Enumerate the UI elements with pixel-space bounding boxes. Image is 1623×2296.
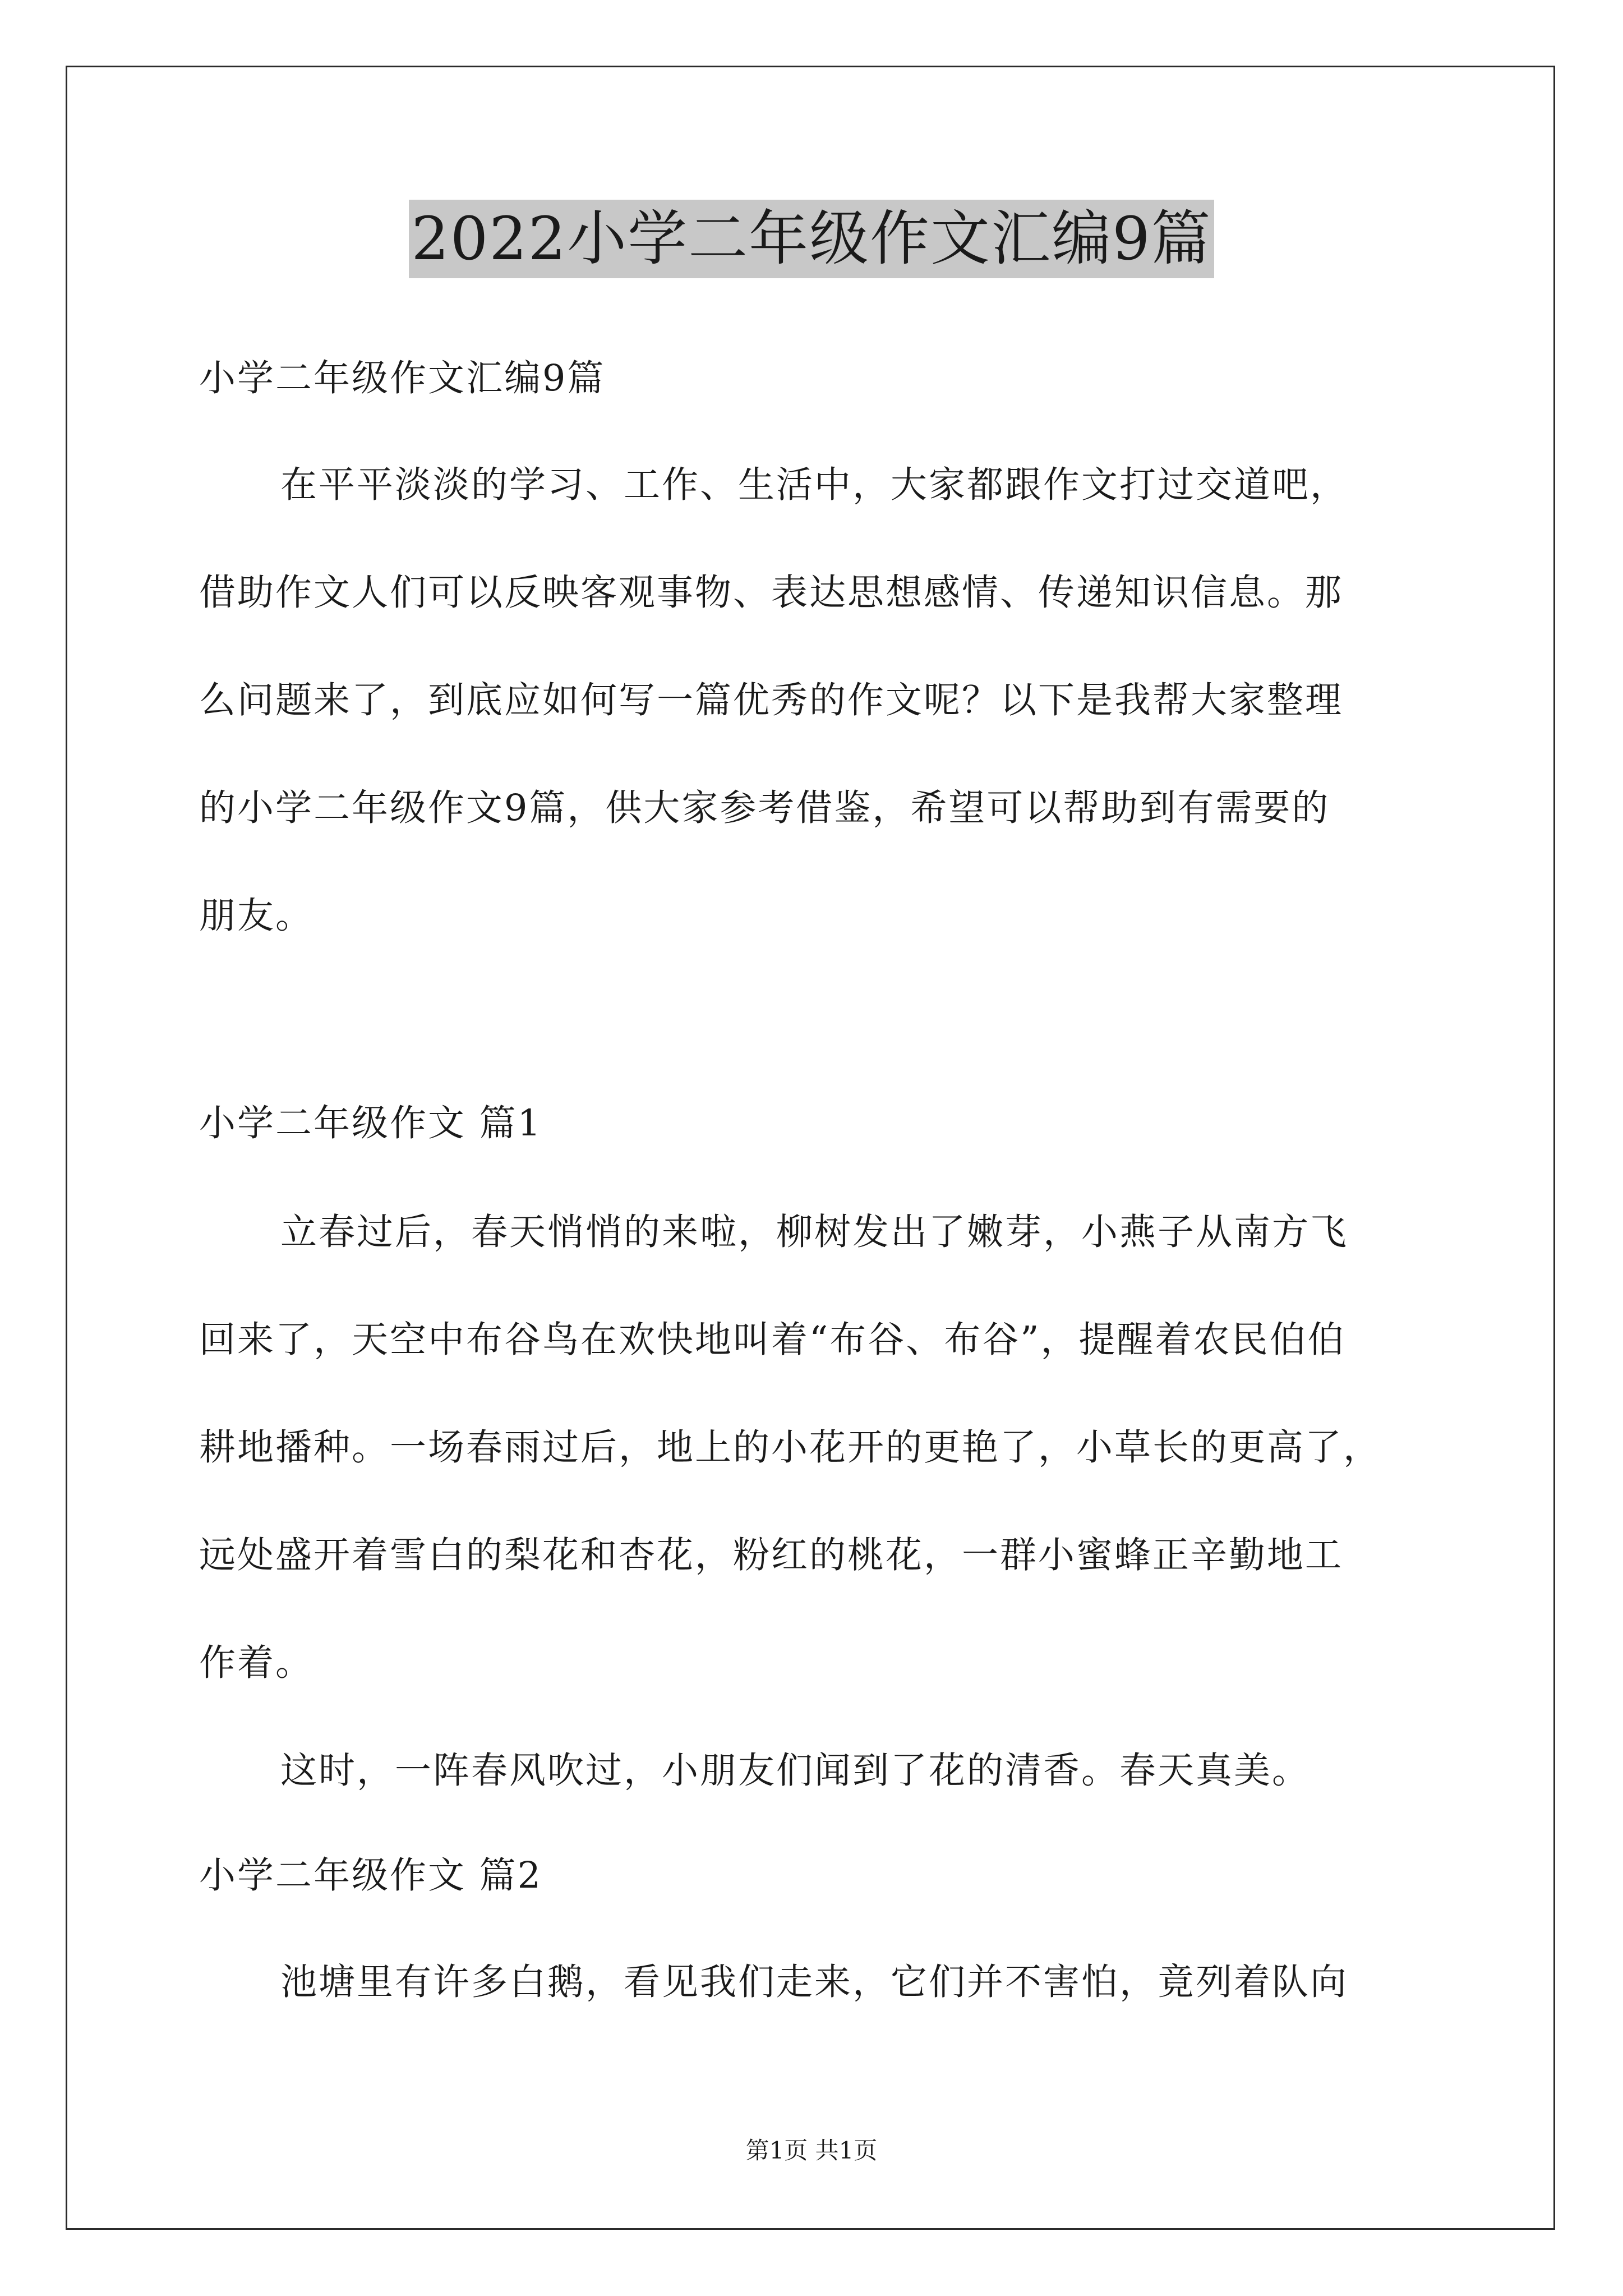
section-heading-1: 小学二年级作文 篇1 [199,1102,543,1144]
document-title: 2022小学二年级作文汇编9篇 [409,200,1214,278]
intro-line: 么问题来了，到底应如何写一篇优秀的作文呢？以下是我帮大家整理 [199,679,1344,721]
section1-line: 远处盛开着雪白的梨花和杏花，粉红的桃花，一群小蜜蜂正辛勤地工 [199,1534,1344,1576]
section-heading-2: 小学二年级作文 篇2 [199,1855,543,1897]
section1-paragraph2: 这时，一阵春风吹过，小朋友们闻到了花的清香。春天真美。 [280,1750,1311,1792]
intro-line: 的小学二年级作文9篇，供大家参考借鉴，希望可以帮助到有需要的 [199,787,1330,829]
section1-line: 耕地播种。一场春雨过后，地上的小花开的更艳了，小草长的更高了， [199,1427,1382,1469]
section1-line: 回来了，天空中布谷鸟在欢快地叫着“布谷、布谷”，提醒着农民伯伯 [199,1319,1346,1361]
section1-line: 作着。 [199,1642,314,1684]
intro-line: 在平平淡淡的学习、工作、生活中，大家都跟作文打过交道吧， [280,464,1349,506]
section2-line: 池塘里有许多白鹅，看见我们走来，它们并不害怕，竟列着队向 [280,1961,1349,2003]
document-subtitle: 小学二年级作文汇编9篇 [199,357,606,399]
intro-line: 朋友。 [199,895,314,937]
page-footer: 第1页 共1页 [745,2137,878,2164]
intro-line: 借助作文人们可以反映客观事物、表达思想感情、传递知识信息。那 [199,572,1344,614]
section1-line: 立春过后，春天悄悄的来啦，柳树发出了嫩芽，小燕子从南方飞 [280,1211,1349,1253]
